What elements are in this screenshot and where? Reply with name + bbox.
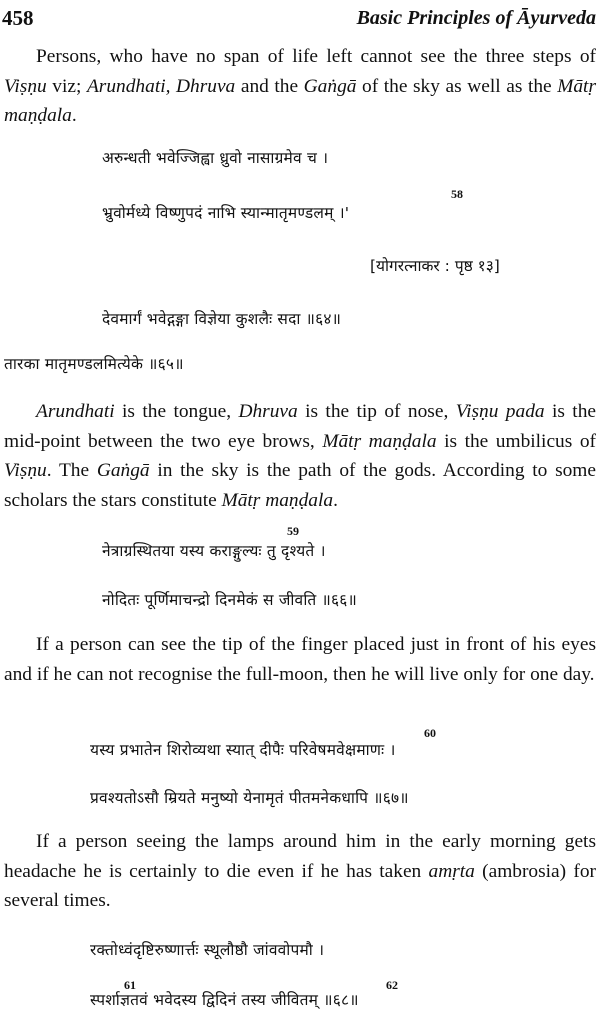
sanskrit-verse-line: स्पर्शाज्ञतवं भवेदस्य द्विदिनं तस्य जीवितम् ॥६८॥	[90, 991, 359, 1009]
sanskrit-verse-line: प्रवश्यतोऽसौ म्रियते मनुष्यो येनामृतं पीतमनेकधापि ॥६७॥	[90, 789, 409, 807]
italic-term: Dhruva	[238, 401, 298, 422]
footnote-marker: 59	[287, 524, 299, 538]
italic-term: Viṣṇu	[4, 75, 47, 97]
paragraph-text: .	[71, 105, 77, 126]
italic-term: Arundhati, Dhruva	[86, 75, 236, 97]
paragraph-text: steps of	[532, 46, 596, 67]
paragraph-text: (ambrosia) for several times.	[4, 860, 597, 911]
sanskrit-verse-line: अरुन्धती भवेज्जिह्वा ध्रुवो नासाग्रमेव च ।	[102, 149, 329, 167]
paragraph-text: .	[333, 489, 338, 511]
running-title: Basic Principles of Āyurveda	[356, 7, 596, 29]
paragraph-text: is the tip of nose,	[297, 401, 456, 422]
sanskrit-verse-line: रक्तोध्वंदृष्टिरुष्णार्त्तः स्थूलौष्ठौ जांववोपमौ ।	[90, 941, 325, 959]
paragraph-text: of the sky as	[356, 75, 462, 97]
sanskrit-verse-line: नेत्राग्रस्थितया यस्य कराङ्गुल्यः तु दृश्यते ।	[102, 542, 326, 560]
footnote-marker: 62	[386, 978, 398, 992]
italic-term: amṛta	[428, 860, 475, 882]
sanskrit-verse-line: भ्रुवोर्मध्ये विष्णुपदं नाभि स्यान्मातृमण्डलम् ।'	[102, 204, 350, 222]
italic-term: Mātṛ maṇḍala	[221, 489, 334, 511]
paragraph-text: . The	[46, 460, 97, 481]
sanskrit-verse-line: देवमार्गं भवेद्गङ्गा विज्ञेया कुशलैः सदा ॥६४॥	[102, 310, 342, 328]
sanskrit-verse-line: नोदितः पूर्णिमाचन्द्रो दिनमेकं स जीवति ॥६६॥	[102, 591, 358, 609]
italic-term: Gaṅgā	[303, 75, 357, 97]
italic-term: Gaṅgā	[96, 460, 150, 481]
footnote-marker: 60	[424, 726, 436, 740]
verse-reference: [योगरत्नाकर : पृष्ठ १३]	[370, 257, 500, 275]
paragraph-4	[4, 827, 596, 916]
paragraph-text: viz;	[46, 75, 87, 97]
italic-term: Mātṛ maṇḍala	[322, 430, 437, 452]
paragraph-text: is the tongue,	[114, 401, 239, 422]
paragraph-text: well as the	[467, 75, 558, 97]
paragraph-text: If a person seeing the lamps around him in the early morning gets headache he is certainly to die even if he has taken	[4, 831, 596, 882]
paragraph-text: is the umbilicus of	[436, 430, 596, 452]
italic-term: Arundhati	[36, 401, 115, 422]
sanskrit-verse-line: यस्य प्रभातेन शिरोव्यथा स्यात् दीपैः परिवेषमवेक्षमाणः ।	[90, 741, 396, 759]
paragraph-3: If a person can see the tip of the finger placed just in front of his eyes and if he can not recognise the full-moon, then he will live only for one day.	[4, 634, 596, 685]
paragraph-text: Persons, who have no span of life left cannot see the three	[36, 46, 525, 67]
paragraph-text: in the sky is the path of the gods. According to some scholars the stars constitute	[4, 460, 596, 511]
sanskrit-verse-line: तारका मातृमण्डलमित्येके ॥६५॥	[4, 355, 184, 373]
paragraph-text: and the	[235, 75, 304, 97]
italic-term: Viṣṇu pada	[455, 401, 545, 422]
page-header	[2, 4, 596, 34]
italic-term: Mātṛ maṇḍala	[4, 75, 596, 126]
page-number: 458	[2, 6, 34, 30]
footnote-marker: 58	[451, 187, 463, 201]
paragraph-1	[4, 42, 596, 131]
italic-term: Viṣṇu	[4, 460, 47, 481]
paragraph-text: is the mid-point between the two eye brows,	[4, 401, 596, 452]
footnote-marker: 61	[124, 978, 136, 992]
paragraph-2	[4, 397, 596, 515]
